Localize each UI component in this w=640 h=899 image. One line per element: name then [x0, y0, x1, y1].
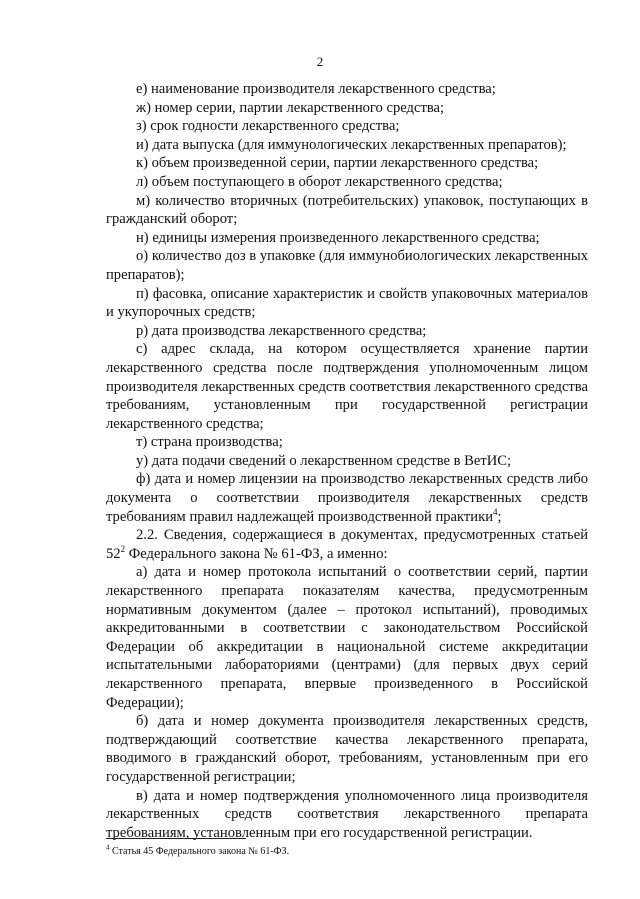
paragraph-f-tail: ; [497, 508, 502, 525]
page-number: 2 [316, 54, 324, 69]
article-superscript: 2 [120, 543, 126, 554]
paragraph-l: л) объем поступающего в оборот лекарственного средства; [136, 173, 503, 190]
paragraph-i: и) дата выпуска (для иммунологических лекарственных препаратов); [136, 136, 567, 153]
paragraph-p: п) фасовка, описание характеристик и свойств упаковочных материалов и укупорочных средств; [106, 285, 588, 321]
paragraph-s: с) адрес склада, на котором осуществляется хранение партии лекарственного средства после подтверждения уполномоченным лицом производителя лекарственных средств соответствия лекарственного средства требованиям, установленным при государственной регистрации лекарственного средства; [106, 341, 588, 432]
footnote-text: Статья 45 Федерального закона № 61-ФЗ. [109, 846, 290, 857]
paragraph-z: з) срок годности лекарственного средства; [136, 118, 400, 135]
footnote-reference: 4 [493, 506, 498, 517]
paragraph-e: е) наименование производителя лекарственного средства; [136, 81, 496, 97]
paragraph-a: а) дата и номер протокола испытаний о соответствии серий, партии лекарственного препарата показателям качества, предусмотренным нормативным документом (далее – протокол испытаний), проводимых аккредитованными в соответствии с законодательством Российской Федерации об аккредитации в национальной системе аккредитации испытательными лабораториями (центрами) (для первых двух серий лекарственного препарата, впервые произведенного в Российской Федерации); [106, 564, 588, 711]
footnote-divider [106, 838, 246, 839]
footnote [106, 845, 588, 858]
paragraph-o: о) количество доз в упаковке (для иммунобиологических лекарственных препаратов); [106, 248, 588, 283]
body-text [106, 80, 588, 842]
paragraph-u: у) дата подачи сведений о лекарственном средстве в ВетИС; [136, 452, 512, 469]
paragraph-r: р) дата производства лекарственного средства; [136, 322, 427, 339]
paragraph-m: м) количество вторичных (потребительских) упаковок, поступающих в гражданский оборот; [106, 192, 588, 228]
paragraph-k: к) объем произведенной серии, партии лекарственного средства; [136, 155, 539, 172]
paragraph-b: б) дата и номер документа производителя лекарственных средств, подтверждающий соответствие качества лекарственного препарата, вводимого в гражданский оборот, требованиям, установленным при его государственной регистрации; [106, 713, 588, 785]
paragraph-v: в) дата и номер подтверждения уполномоченного лица производителя лекарственных средств соответствия лекарственного препарата требованиям, установленным при его государственной регистрации. [106, 787, 588, 841]
paragraph-f [106, 470, 588, 526]
footnote-marker: 4 [106, 843, 110, 852]
paragraph-t: т) страна производства; [136, 434, 283, 451]
section-2-2-heading [106, 526, 588, 563]
paragraph-f-text: ф) дата и номер лицензии на производство лекарственных средств либо документа о соответствии производителя лекарственных средств требованиям правил надлежащей производственной практики [106, 471, 588, 525]
section-2-2-text: 2.2. Сведения, содержащиеся в документах, предусмотренных статьей 52 [106, 527, 588, 562]
paragraph-zh: ж) номер серии, партии лекарственного средства; [136, 99, 445, 116]
section-2-2-tail: Федерального закона № 61-ФЗ, а именно: [125, 545, 388, 562]
paragraph-n: н) единицы измерения произведенного лекарственного средства; [136, 229, 540, 246]
